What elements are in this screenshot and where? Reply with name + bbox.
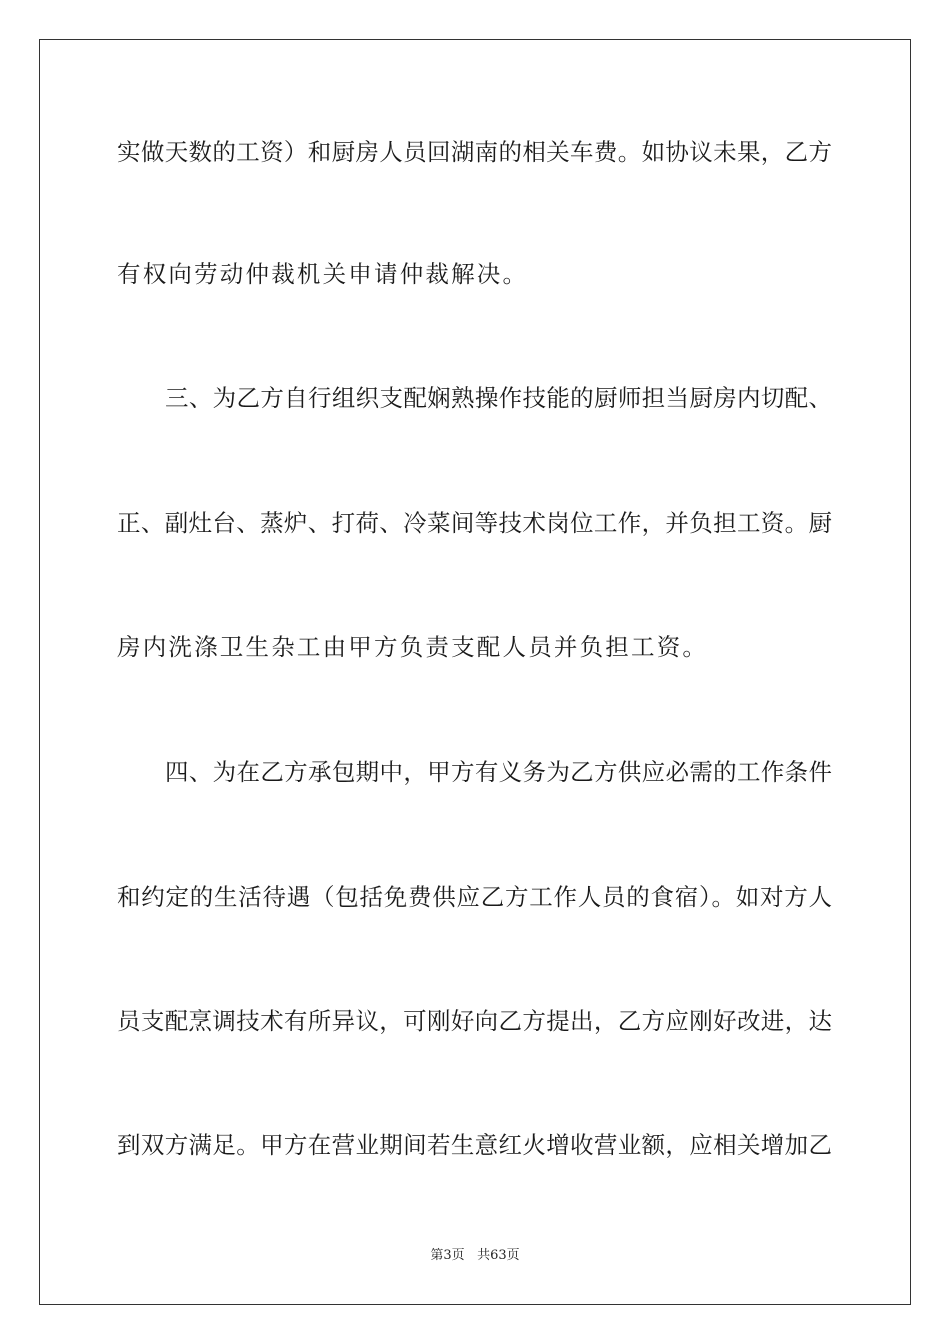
page-border (39, 39, 911, 1305)
text-line-9: 到双方满足。甲方在营业期间若生意红火增收营业额，应相关增加乙 (117, 1131, 832, 1159)
text-line-5: 房内洗涤卫生杂工由甲方负责支配人员并负担工资。 (117, 633, 709, 661)
page-number: 第3页 (430, 1248, 465, 1263)
text-line-2: 有权向劳动仲裁机关申请仲裁解决。 (117, 260, 529, 288)
text-line-8: 员支配烹调技术有所异议，可刚好向乙方提出，乙方应刚好改进，达 (117, 1007, 832, 1035)
text-line-3: 三、为乙方自行组织支配娴熟操作技能的厨师担当厨房内切配、 (165, 384, 832, 412)
text-line-6: 四、为在乙方承包期中，甲方有义务为乙方供应必需的工作条件 (165, 758, 832, 786)
page-footer (0, 1247, 950, 1265)
text-line-1: 实做天数的工资）和厨房人员回湖南的相关车费。如协议未果，乙方 (117, 138, 832, 166)
page-total: 共63页 (477, 1248, 520, 1263)
text-line-7: 和约定的生活待遇（包括免费供应乙方工作人员的食宿）。如对方人 (117, 883, 832, 911)
text-line-4: 正、副灶台、蒸炉、打荷、冷菜间等技术岗位工作，并负担工资。厨 (117, 509, 832, 537)
